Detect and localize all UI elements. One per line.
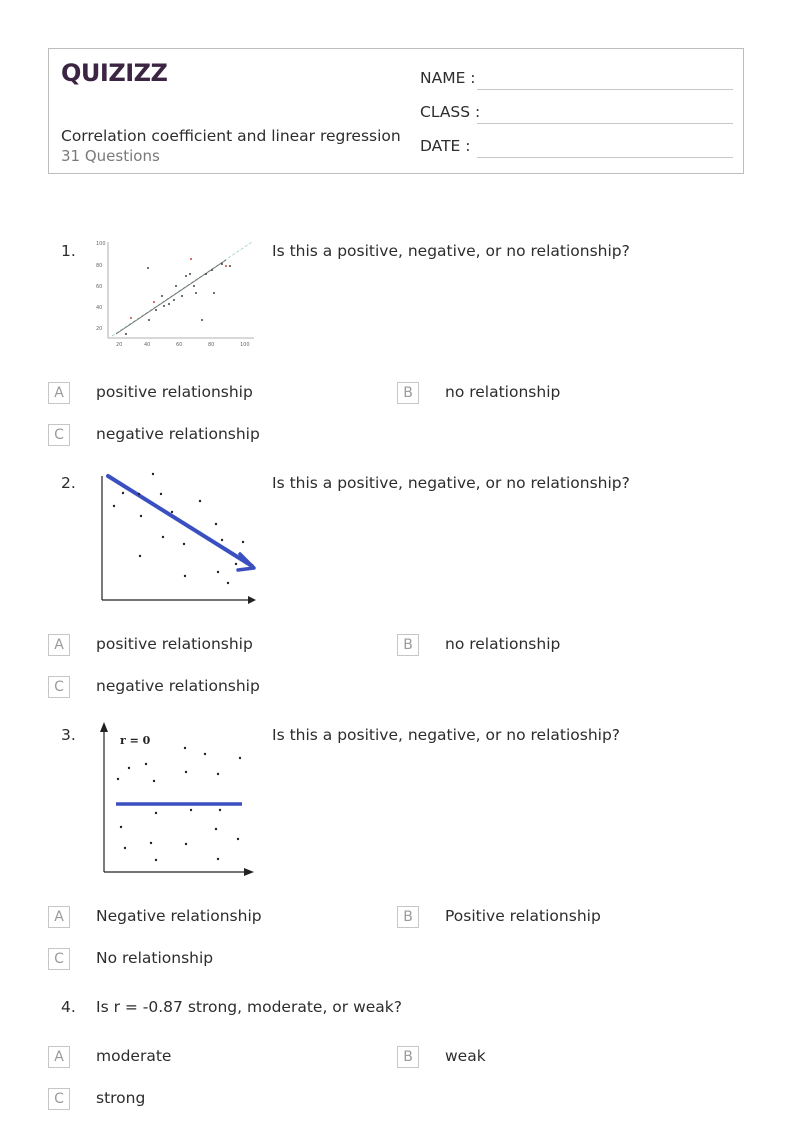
option-a-box[interactable]: A xyxy=(48,906,70,928)
question-number: 1. xyxy=(61,242,76,260)
scatter-plot-positive xyxy=(94,238,258,348)
option-c-text[interactable]: negative relationship xyxy=(96,677,260,695)
option-c-text[interactable]: negative relationship xyxy=(96,425,260,443)
x-tick: 20 xyxy=(116,342,123,348)
y-tick: 60 xyxy=(96,284,103,290)
name-line[interactable] xyxy=(477,89,733,90)
option-c-box[interactable]: C xyxy=(48,1088,70,1110)
class-label: CLASS : xyxy=(420,103,481,121)
name-label: NAME : xyxy=(420,69,476,87)
question-text: Is r = -0.87 strong, moderate, or weak? xyxy=(96,998,402,1016)
trend-arrow xyxy=(108,476,252,566)
question-number: 3. xyxy=(61,726,76,744)
question-text: Is this a positive, negative, or no relationship? xyxy=(272,242,630,260)
question-text: Is this a positive, negative, or no relatioship? xyxy=(272,726,621,744)
question-number: 2. xyxy=(61,474,76,492)
option-c-box[interactable]: C xyxy=(48,676,70,698)
r-label: r = 0 xyxy=(120,734,151,747)
question-count: 31 Questions xyxy=(61,147,160,165)
regression-line xyxy=(116,260,226,334)
option-c-box[interactable]: C xyxy=(48,948,70,970)
option-a-text[interactable]: Negative relationship xyxy=(96,907,262,925)
x-tick: 80 xyxy=(208,342,215,348)
option-c-text[interactable]: strong xyxy=(96,1089,146,1107)
x-tick: 40 xyxy=(144,342,151,348)
quizizz-logo: QUIZIZZ xyxy=(61,59,168,87)
option-b-box[interactable]: B xyxy=(397,906,419,928)
option-a-box[interactable]: A xyxy=(48,382,70,404)
scatter-plot-negative xyxy=(96,468,262,608)
y-tick: 80 xyxy=(96,263,103,269)
option-a-box[interactable]: A xyxy=(48,1046,70,1068)
option-a-box[interactable]: A xyxy=(48,634,70,656)
y-tick: 40 xyxy=(96,305,103,311)
option-b-text[interactable]: Positive relationship xyxy=(445,907,601,925)
option-b-box[interactable]: B xyxy=(397,382,419,404)
question-text: Is this a positive, negative, or no relationship? xyxy=(272,474,630,492)
x-tick: 100 xyxy=(240,342,250,348)
x-tick: 60 xyxy=(176,342,183,348)
date-label: DATE : xyxy=(420,137,471,155)
option-b-box[interactable]: B xyxy=(397,1046,419,1068)
option-c-box[interactable]: C xyxy=(48,424,70,446)
data-points xyxy=(125,258,231,335)
class-line[interactable] xyxy=(477,123,733,124)
option-c-text[interactable]: No relationship xyxy=(96,949,214,967)
option-a-text[interactable]: positive relationship xyxy=(96,635,253,653)
worksheet-title: Correlation coefficient and linear regression xyxy=(61,127,401,145)
date-line[interactable] xyxy=(477,157,733,158)
option-b-text[interactable]: no relationship xyxy=(445,635,561,653)
y-tick: 20 xyxy=(96,326,103,332)
question-number: 4. xyxy=(61,998,76,1016)
option-a-text[interactable]: positive relationship xyxy=(96,383,253,401)
option-b-text[interactable]: weak xyxy=(445,1047,486,1065)
arrowhead xyxy=(238,554,254,570)
option-a-text[interactable]: moderate xyxy=(96,1047,172,1065)
dashed-fit-line xyxy=(112,242,252,336)
worksheet-header xyxy=(48,48,744,174)
option-b-box[interactable]: B xyxy=(397,634,419,656)
y-tick: 100 xyxy=(96,241,106,247)
scatter-plot-no-correlation xyxy=(96,718,258,880)
option-b-text[interactable]: no relationship xyxy=(445,383,561,401)
